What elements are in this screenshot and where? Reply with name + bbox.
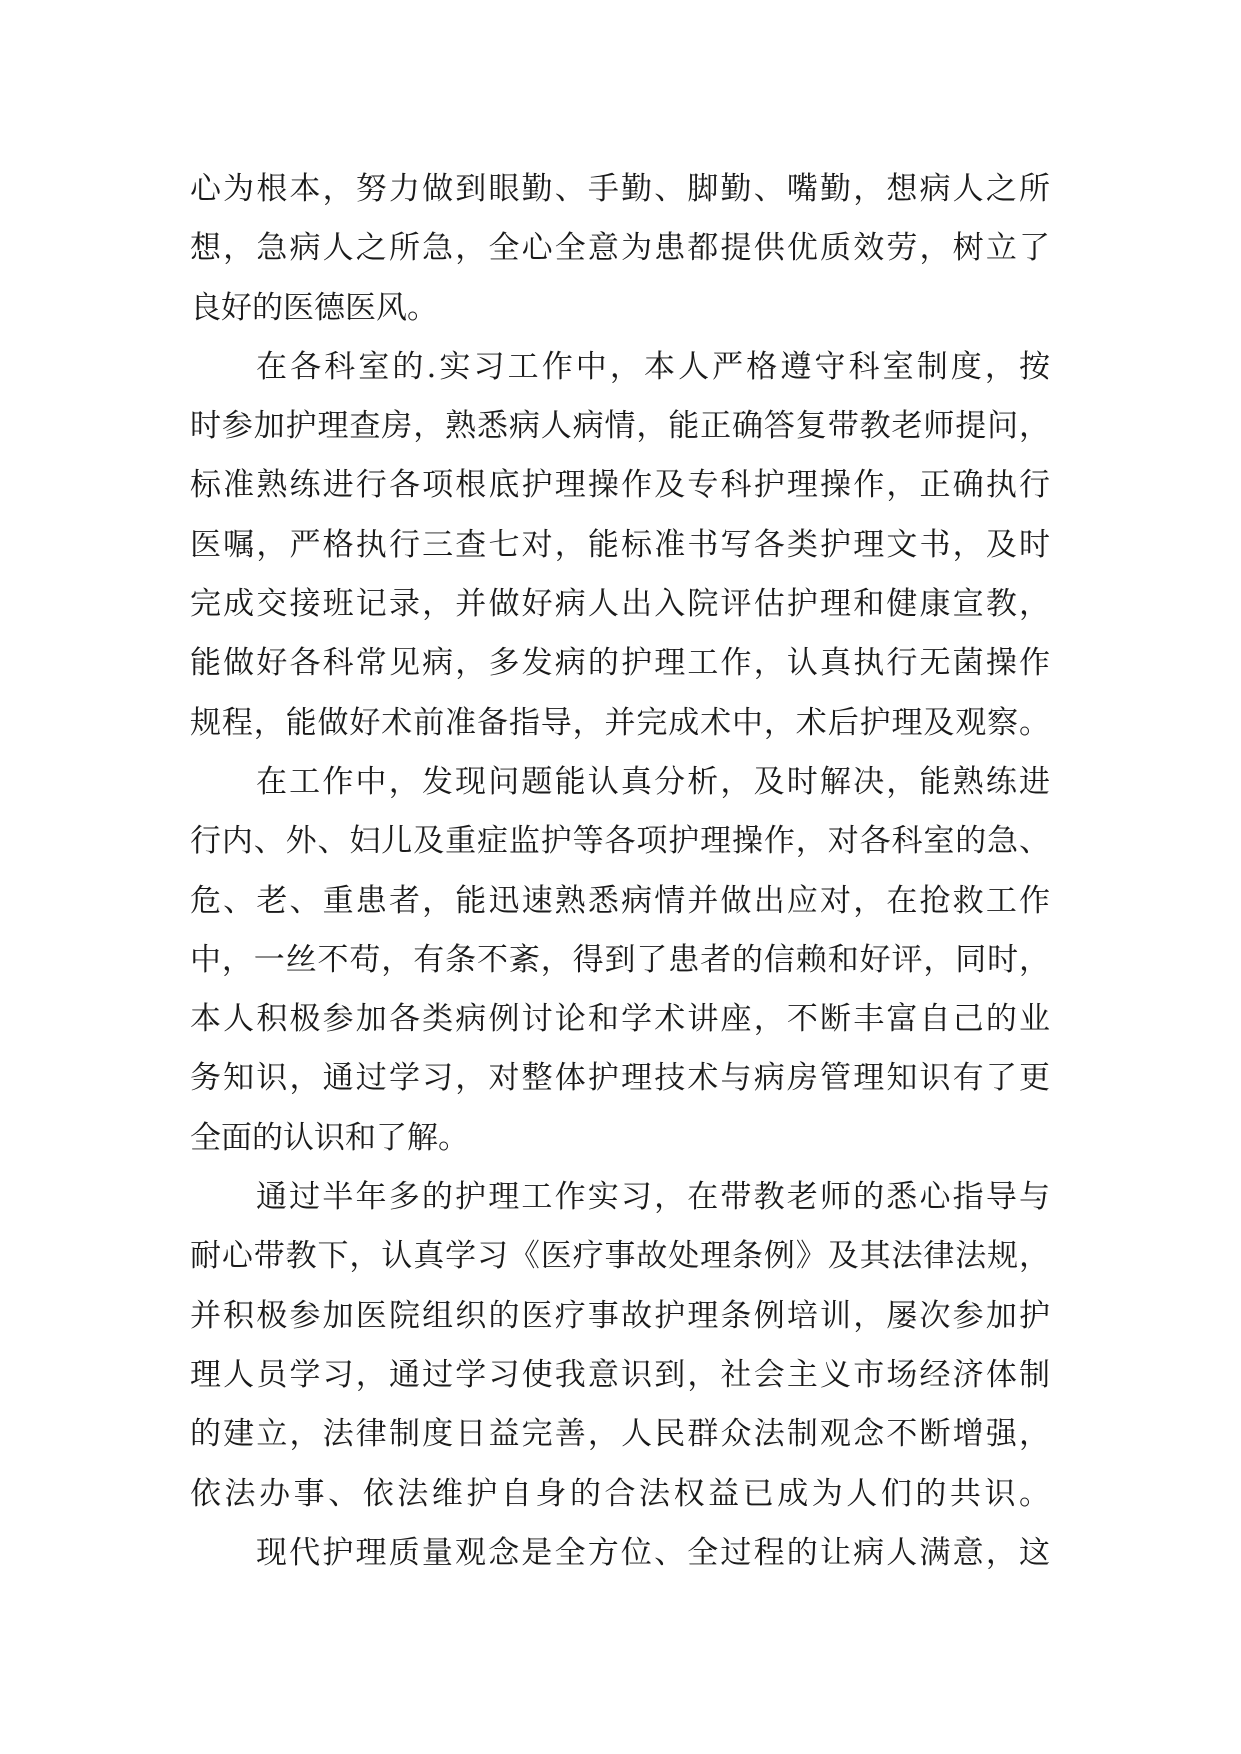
text-line: 通过半年多的护理工作实习，在带教老师的悉心指导与 — [256, 1179, 1050, 1216]
paragraph-3 — [190, 753, 1050, 1168]
text-line: 行内、外、妇儿及重症监护等各项护理操作，对各科室的急、 — [190, 823, 1050, 860]
text-line: 全面的认识和了解。 — [190, 1119, 469, 1156]
text-line: 在各科室的.实习工作中，本人严格遵守科室制度，按 — [256, 348, 1050, 385]
text-line: 依法办事、依法维护自身的合法权益已成为人们的共识。 — [190, 1475, 1050, 1512]
text-line: 并积极参加医院组织的医疗事故护理条例培训，屡次参加护 — [190, 1297, 1050, 1334]
text-line: 中，一丝不苟，有条不紊，得到了患者的信赖和好评，同时， — [190, 941, 1050, 978]
paragraph-4 — [190, 1168, 1050, 1524]
body-text — [190, 160, 1050, 1583]
paragraph-5 — [190, 1524, 1050, 1583]
text-line: 规程，能做好术前准备指导，并完成术中，术后护理及观察。 — [190, 704, 1050, 741]
text-line: 能做好各科常见病，多发病的护理工作，认真执行无菌操作 — [190, 645, 1050, 682]
text-line: 本人积极参加各类病例讨论和学术讲座，不断丰富自己的业 — [190, 1001, 1050, 1038]
text-line: 想，急病人之所急，全心全意为患都提供优质效劳，树立了 — [190, 230, 1050, 267]
text-line: 时参加护理查房，熟悉病人病情，能正确答复带教老师提问， — [190, 408, 1050, 445]
text-line: 良好的医德医风。 — [190, 289, 438, 326]
text-line: 耐心带教下，认真学习《医疗事故处理条例》及其法律法规， — [190, 1238, 1050, 1275]
text-line: 务知识，通过学习，对整体护理技术与病房管理知识有了更 — [190, 1060, 1050, 1097]
text-line: 心为根本，努力做到眼勤、手勤、脚勤、嘴勤，想病人之所 — [190, 171, 1050, 207]
text-line: 现代护理质量观念是全方位、全过程的让病人满意，这 — [256, 1534, 1050, 1571]
text-line: 的建立，法律制度日益完善，人民群众法制观念不断增强， — [190, 1416, 1050, 1453]
text-line: 标准熟练进行各项根底护理操作及专科护理操作，正确执行 — [190, 467, 1050, 504]
paragraph-1 — [190, 160, 1050, 338]
text-line: 理人员学习，通过学习使我意识到，社会主义市场经济体制 — [190, 1356, 1050, 1393]
text-line: 医嘱，严格执行三查七对，能标准书写各类护理文书，及时 — [190, 526, 1050, 563]
text-line: 完成交接班记录，并做好病人出入院评估护理和健康宣教， — [190, 586, 1050, 623]
text-line: 危、老、重患者，能迅速熟悉病情并做出应对，在抢救工作 — [190, 882, 1050, 919]
paragraph-2 — [190, 338, 1050, 753]
text-line: 在工作中，发现问题能认真分析，及时解决，能熟练进 — [256, 763, 1050, 800]
